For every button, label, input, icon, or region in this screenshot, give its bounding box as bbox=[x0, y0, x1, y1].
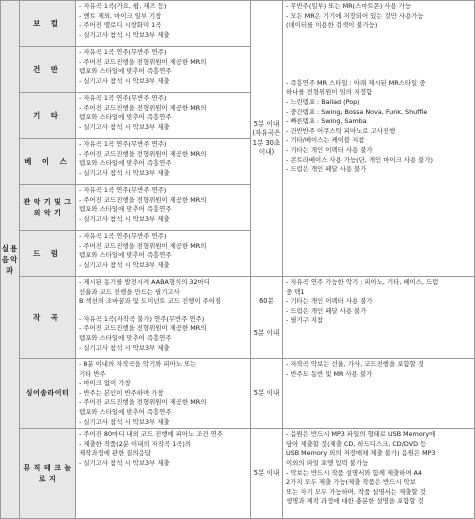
list-item: - 음원은 반드시 MP3 파일의 형태로 USB Memory에 bbox=[286, 430, 436, 439]
requirements-vocal bbox=[76, 1, 251, 47]
notes-music-technology bbox=[283, 429, 475, 519]
list-item: 템포와 스타일에 맞추어 즉흥연주 bbox=[79, 205, 172, 214]
notes-singer-songwriter bbox=[283, 359, 475, 429]
list-item: - 주어진 코드진행을 전형위원이 제공한 MR의 bbox=[79, 149, 207, 158]
list-item: - 건반반주 어쿠스틱 피아노로 고사진행 bbox=[286, 126, 396, 135]
list-item: - 반주도 동반 및 MR 사용 불가 bbox=[286, 369, 373, 378]
list-item: 템포와 스타일에 맞추어 즉흥연주 bbox=[79, 251, 172, 260]
time-limit-music-technology: 5분 이내 bbox=[251, 429, 283, 519]
time-limit-singer-songwriter: 5분 이내 bbox=[251, 359, 283, 429]
list-item: - 주어진 코드진행을 전형위원이 제공한 MR의 bbox=[79, 195, 207, 204]
list-item: - 실기고사 참석 시 악보3부 제출 bbox=[79, 417, 170, 426]
list-item: 템포와 스타일에 맞추어 즉흥연주 bbox=[79, 113, 172, 122]
table-row bbox=[1, 277, 475, 359]
list-item: - 실기고사 참석 시 악보3부 제출 bbox=[79, 122, 170, 131]
list-item: - 자유곡 1곡 연주(무반주 연주) bbox=[79, 186, 167, 194]
list-item: - 자유곡 1곡(자작곡 불가) 연주(무반주 연주) bbox=[79, 314, 205, 323]
list-item: 생명과 제작 과정에 대한 충분한 설명을 포함할 것 bbox=[286, 497, 424, 506]
category-drum: 드 럼 bbox=[20, 231, 76, 277]
spacer bbox=[79, 307, 247, 315]
list-item: - 실기고사 참석 시 악보3부 제출 bbox=[79, 458, 170, 467]
requirements-wind-and-other bbox=[76, 185, 251, 231]
list-item: - 자유곡 1곡(가요, 팝, 재즈 등) bbox=[79, 2, 167, 10]
list-item: - 실기고사 참석 시 악보3부 제출 bbox=[79, 30, 170, 39]
list-item: - 필기구 지참 bbox=[286, 316, 324, 325]
list-item: - 느린템포 : Ballad (Pop) bbox=[286, 97, 360, 106]
list-item: - 실기고사 참석 시 악보3부 제출 bbox=[79, 168, 170, 177]
table-row bbox=[1, 1, 475, 47]
list-item: - 기타는 개인 이펙터 사용 불가 bbox=[286, 297, 373, 306]
list-item: - 8분 이내의 자작곡을 악기와 피아노 또는 bbox=[79, 360, 197, 368]
list-item: - 주어진 코드진행을 전형위원이 제공한 MR의 bbox=[79, 241, 207, 250]
list-item: (데이터를 이용한 검색이 불가능) bbox=[286, 21, 378, 30]
list-item: - 주어진 멜로디 시창화미 1곡 bbox=[79, 21, 162, 30]
list-item: - 반주는 본인이 반주하며 가창 bbox=[79, 388, 164, 397]
list-item: - 무반주(일부) 또는 MR(스마트폰) 사용 가능 bbox=[286, 2, 411, 10]
list-item: 선율과 코드 진행을 만드는 필기고사 bbox=[79, 287, 180, 296]
list-item: - 실기고사 참석 시 악보3부 제출 bbox=[79, 76, 170, 85]
list-item: - 중간템포 : Swing, Bossa Nova, Funk, Shuffle bbox=[286, 107, 428, 116]
list-item: - 기타는 개인 이펙터 사용 불가 bbox=[286, 145, 373, 154]
list-item: - 콘트라베이스 사용 가능(단, 개인 마이크 사용 불가) bbox=[286, 155, 434, 164]
list-item: 2가지 모두 제출 가능(제출 작품은 반드시 악보 bbox=[286, 478, 416, 487]
list-item: USB Memory 외의 저장매체 제출 불가) 음원은 MP3 bbox=[286, 449, 436, 458]
category-guitar: 기 타 bbox=[20, 93, 76, 139]
list-item: 중 택1 bbox=[286, 287, 305, 296]
list-item: 템포와 스타일에 맞추어 즉흥연주 bbox=[79, 333, 172, 342]
category-vocal: 보 컬 bbox=[20, 1, 76, 47]
requirements-keyboard bbox=[76, 47, 251, 93]
category-singer-songwriter: 싱어송라이터 bbox=[20, 359, 76, 429]
list-item: 이외의 파일 포맷 입력 불가능 bbox=[286, 458, 369, 467]
list-item: - 기타/베이스는 케이블 지참 bbox=[286, 136, 365, 145]
list-item: - 주어진 코드진행을 전형위원이 제공한 MR의 bbox=[79, 103, 207, 112]
list-item: - 주어진 코드진행을 전형위원이 제공한 MR의 bbox=[79, 57, 207, 66]
list-item: - 자유곡 1곡 연주(무반주 연주) bbox=[79, 48, 167, 56]
list-item: 하나를 전형위원이 임의 지정함 bbox=[286, 88, 373, 97]
category-keyboard: 건 반 bbox=[20, 47, 76, 93]
list-item: - 악보는 반드시 작품 설명서와 함께 제출하며 A4 bbox=[286, 468, 423, 477]
notes-instrument bbox=[283, 1, 475, 277]
list-item: 기타 반주 bbox=[79, 369, 106, 378]
list-item: - 마이크 없이 가창 bbox=[79, 379, 131, 388]
category-wind-and-other: 관 악 기 및 그 외 악 기 bbox=[20, 185, 76, 231]
list-item: - 실기고사 참석 시 악보3부 제출 bbox=[79, 343, 170, 352]
requirements-drum bbox=[76, 231, 251, 277]
requirements-bass bbox=[76, 139, 251, 185]
list-item: - 자유곡 1곡 연주(무반주 연주) bbox=[79, 140, 167, 148]
list-item: - 드럼은 개인 페달 사용 불가 bbox=[286, 165, 367, 174]
list-item: - 실기고사 참석 시 악보3부 제출 bbox=[79, 214, 170, 223]
list-item: - 제출한 작품(2분 이내의 자작곡 1곡)의 bbox=[79, 439, 192, 448]
category-music-technology: 뮤 직 테 크 놀 로 지 bbox=[20, 429, 76, 519]
table-row bbox=[1, 359, 475, 429]
category-bass: 베 이 스 bbox=[20, 139, 76, 185]
list-item: 또는 자기 모두 가능하며, 작품 설명서는 제출할 것 bbox=[286, 487, 426, 496]
list-item: - 모든 MR은 기기에 저장되어 있는 것만 사용가능 bbox=[286, 11, 424, 20]
requirements-guitar bbox=[76, 93, 251, 139]
notes-composition bbox=[283, 277, 475, 359]
list-item: - 실기고사 참석 시 악보3부 제출 bbox=[79, 260, 170, 269]
list-item: 템포와 스타일에 맞추어 즉흥연주 bbox=[79, 159, 172, 168]
list-item: - 드럼은 개인 페달 사용 불가 bbox=[286, 306, 367, 315]
list-item: - 주어진 80마디 내외 코드 진행에 피아노 조건 연주 bbox=[79, 430, 223, 439]
list-item: B 섹션의 조바꿈과 및 도미넌트 코드 진행이 주어짐 bbox=[79, 297, 222, 306]
spacer bbox=[286, 31, 471, 39]
time-limit-composition: 60분 5분 이내 bbox=[251, 277, 283, 359]
list-item: - 제시된 동기를 발전시켜 AABA형식의 32마디 bbox=[79, 278, 210, 286]
list-item: 담아 제출할 것(제출 CD, 하드디스크, CD/DVD 등 bbox=[286, 439, 427, 448]
list-item: - 자유곡 1곡 연주(무반주 연주) bbox=[79, 232, 167, 240]
list-item: - 빠른템포 : Swing, Samba bbox=[286, 117, 367, 126]
category-composition: 작 곡 bbox=[20, 277, 76, 359]
requirements-music-technology bbox=[76, 429, 251, 519]
department-label: 실용 음악과 bbox=[1, 1, 20, 519]
list-item: - 멘트 제외, 마이크 일부 기창 bbox=[79, 11, 162, 20]
list-item: - 자유곡 1곡 연주(무반주 연주) bbox=[79, 94, 167, 102]
list-item: 템포와 스타일에 맞추어 즉흥연주 bbox=[79, 407, 172, 416]
time-limit-instrument: 5분 이내 (자유곡은 1분 30초 이내) bbox=[251, 1, 283, 277]
list-item: 템포와 스타일에 맞추어 즉흥연주 bbox=[79, 67, 172, 76]
table-row bbox=[1, 429, 475, 519]
list-item: - 주어진 코드진행을 전형위원이 제공한 MR의 bbox=[79, 398, 207, 407]
list-item: 제작과정에 관한 질의응답 bbox=[79, 449, 151, 458]
list-item: - 자유곡 연주 가능한 악기 : 피아노, 기타, 베이스, 드럼 bbox=[286, 278, 439, 286]
requirements-singer-songwriter bbox=[76, 359, 251, 429]
list-item: - 즉흥연주 MR 스타일 : 아래 제시된 MR스타일 중 bbox=[286, 78, 426, 87]
list-item: - 자작곡 악보는 선율, 가사, 코드진행을 포함할 것 bbox=[286, 360, 424, 368]
list-item: - 주어진 코드진행을 전형위원이 제공한 MR의 bbox=[79, 324, 207, 333]
requirements-composition bbox=[76, 277, 251, 359]
